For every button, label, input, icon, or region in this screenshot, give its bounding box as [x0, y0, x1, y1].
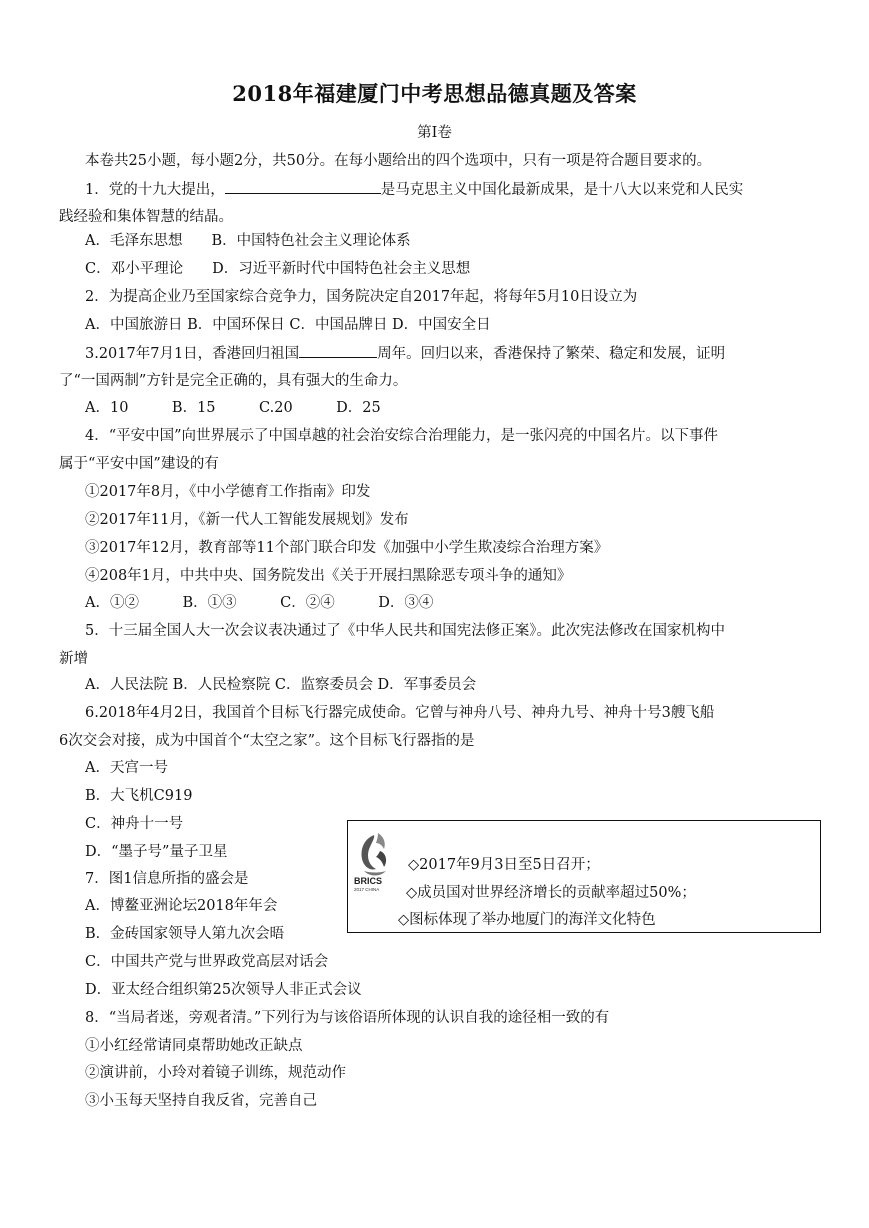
q8-item-1: ①小红经常请同桌帮助她改正缺点	[85, 1038, 303, 1054]
q1-answer-blank	[225, 179, 381, 194]
q4-item-1: ①2017年8月，《中小学德育工作指南》印发	[85, 484, 371, 500]
q3-options: A．10 B．15 C.20 D．25	[85, 400, 381, 416]
q6-option-a: A．天宫一号	[85, 760, 168, 776]
q8-item-2: ②演讲前，小玲对着镜子训练，规范动作	[85, 1065, 346, 1081]
q6-option-d: D．“墨子号”量子卫星	[85, 844, 228, 860]
q4-item-3: ③2017年12月，教育部等11个部门联合印发《加强中小学生欺凌综合治理方案》	[85, 540, 609, 556]
figure-1-infobox	[347, 820, 821, 933]
q4-stem-line-1: 4．“平安中国”向世界展示了中国卓越的社会治安综合治理能力，是一张闪亮的中国名片。以下事件	[85, 428, 719, 444]
q4-stem-line-2: 属于“平安中国”建设的有	[59, 456, 219, 472]
q3-stem-line-2: 了“一国两制”方针是完全正确的，具有强大的生命力。	[59, 373, 408, 389]
q6-option-b: B．大飞机C919	[85, 788, 193, 804]
q3-stem-line-1	[85, 343, 725, 364]
q6-stem-line-2: 6次交会对接，成为中国首个“太空之家”。这个目标飞行器指的是	[59, 733, 475, 749]
page-title: 2018年福建厦门中考思想品德真题及答案	[232, 81, 637, 106]
q6-stem-line-1: 6.2018年4月2日，我国首个目标飞行器完成使命。它曾与神舟八号、神舟九号、神舟十号3艘飞船	[85, 705, 715, 721]
q2-options: A．中国旅游日 B．中国环保日 C．中国品牌日 D．中国安全日	[85, 317, 491, 333]
q3-answer-blank	[299, 343, 377, 358]
brics-logo-text: BRICS	[354, 876, 383, 886]
section-heading: 第Ⅰ卷	[417, 125, 452, 141]
q6-option-c: C．神舟十一号	[85, 816, 184, 832]
q8-item-3: ③小玉每天坚持自我反省，完善自己	[85, 1093, 317, 1109]
brics-logo-subtext: 2017 CHINA	[354, 887, 380, 892]
q8-stem: 8．“当局者迷，旁观者清。”下列行为与该俗语所体现的认识自我的途径相一致的有	[85, 1010, 610, 1026]
q1-stem-part-a: 1．党的十九大提出，	[85, 182, 225, 198]
q5-options: A．人民法院 B．人民检察院 C．监察委员会 D．军事委员会	[85, 677, 477, 693]
infobox-line-1: ◇2017年9月3日至5日召开；	[408, 857, 600, 873]
q3-stem-part-a: 3.2017年7月1日，香港回归祖国	[85, 346, 300, 362]
q1-options-cd: C．邓小平理论 D．习近平新时代中国特色社会主义思想	[85, 261, 471, 277]
q5-stem-line-2: 新增	[59, 651, 88, 667]
q7-option-b: B．金砖国家领导人第九次会晤	[85, 926, 285, 942]
q7-stem: 7．图1信息所指的盛会是	[85, 871, 249, 887]
q1-stem-line-1	[85, 179, 743, 200]
q4-item-2: ②2017年11月，《新一代人工智能发展规划》发布	[85, 512, 409, 528]
infobox-line-2: ◇成员国对世界经济增长的贡献率超过50%；	[406, 885, 696, 901]
q2-stem: 2．为提高企业乃至国家综合竞争力，国务院决定自2017年起，将每年5月10日设立为	[85, 289, 638, 305]
q7-option-c: C．中国共产党与世界政党高层对话会	[85, 954, 329, 970]
q1-options-ab: A．毛泽东思想 B．中国特色社会主义理论体系	[85, 233, 411, 249]
q1-stem-line-2: 践经验和集体智慧的结晶。	[59, 209, 233, 225]
q1-stem-part-b: 是马克思主义中国化最新成果，是十八大以来党和人民实	[380, 182, 744, 198]
q4-item-4: ④208年1月，中共中央、国务院发出《关于开展扫黑除恶专项斗争的通知》	[85, 568, 572, 584]
q3-stem-part-b: 周年。回归以来，香港保持了繁荣、稳定和发展，证明	[377, 346, 726, 362]
instructions: 本卷共25小题，每小题2分，共50分。在每小题给出的四个选项中，只有一项是符合题目要求的。	[85, 153, 712, 169]
q7-option-d: D．亚太经合组织第25次领导人非正式会议	[85, 982, 362, 998]
q4-options: A．①② B．①③ C．②④ D．③④	[85, 595, 434, 611]
infobox-line-3: ◇图标体现了举办地厦门的海洋文化特色	[398, 912, 656, 928]
q7-option-a: A．博鳌亚洲论坛2018年年会	[85, 898, 278, 914]
q5-stem-line-1: 5．十三届全国人大一次会议表决通过了《中华人民共和国宪法修正案》。此次宪法修改在国家机构中	[85, 623, 725, 639]
